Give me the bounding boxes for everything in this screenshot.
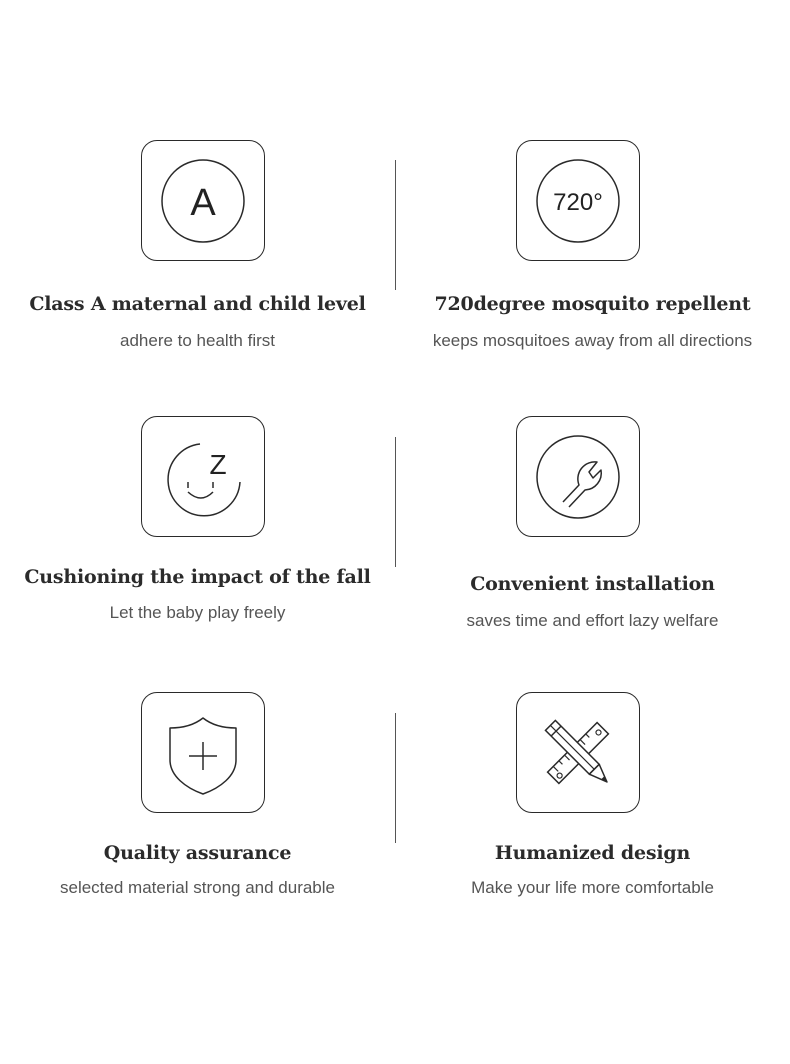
icon-box (141, 416, 265, 537)
feature-quality (0, 692, 395, 952)
feature-class-a (0, 140, 395, 400)
icon-box (516, 140, 640, 261)
feature-title: Convenient installation (470, 573, 715, 595)
feature-title: Class A maternal and child level (29, 293, 366, 315)
feature-subtitle: saves time and effort lazy welfare (466, 611, 719, 630)
icon-z: Z (209, 448, 227, 480)
letter-a-circle-icon (158, 156, 248, 246)
feature-cushioning (0, 416, 395, 676)
720-degree-circle-icon (533, 156, 623, 246)
feature-subtitle: Make your life more comfortable (471, 878, 714, 897)
wrench-icon (533, 432, 623, 522)
icon-degree-text: 720° (553, 188, 603, 216)
pencil-ruler-icon (533, 708, 623, 798)
feature-720-degree (395, 140, 790, 400)
feature-subtitle: Let the baby play freely (109, 603, 286, 622)
feature-subtitle: adhere to health first (120, 331, 275, 350)
shield-plus-icon (158, 708, 248, 798)
sleeping-face-icon (158, 432, 248, 522)
feature-title: Humanized design (494, 842, 691, 864)
icon-box (141, 140, 265, 261)
icon-box (141, 692, 265, 813)
icon-box (516, 416, 640, 537)
feature-title: Quality assurance (103, 842, 292, 864)
feature-installation (395, 416, 790, 676)
feature-title: Cushioning the impact of the fall (24, 566, 371, 588)
icon-letter: A (190, 181, 216, 224)
feature-design (395, 692, 790, 952)
feature-subtitle: selected material strong and durable (60, 878, 335, 897)
feature-title: 720degree mosquito repellent (434, 293, 751, 315)
icon-box (516, 692, 640, 813)
feature-subtitle: keeps mosquitoes away from all directions (432, 331, 753, 350)
